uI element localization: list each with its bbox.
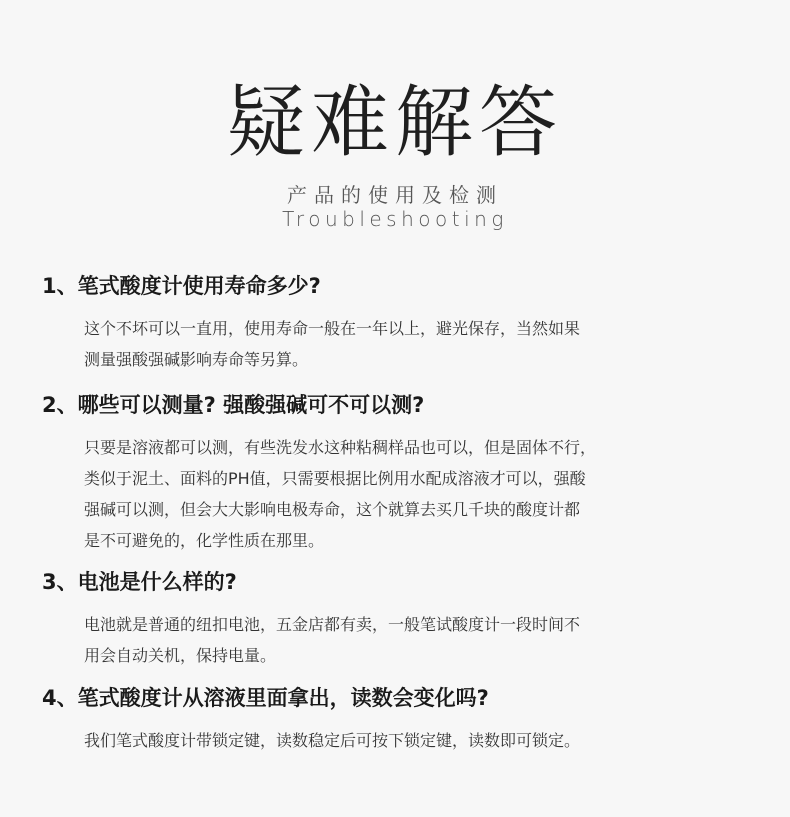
faq-question: 3、电池是什么样的? [42, 570, 237, 594]
answer-line: 用会自动关机，保持电量。 [84, 646, 277, 665]
answer-line: 强碱可以测，但会大大影响电极寿命，这个就算去买几千块的酸度计都 [84, 500, 581, 519]
faq-question: 1、笔式酸度计使用寿命多少? [42, 274, 321, 298]
answer-line: 测量强酸强碱影响寿命等另算。 [84, 350, 309, 369]
subtitle-english: Troubleshooting [282, 207, 508, 231]
faq-item-3 [42, 567, 762, 671]
answer-line: 是不可避免的，化学性质在那里。 [84, 531, 325, 550]
page-title: 疑难解答 [226, 78, 563, 168]
faq-question: 4、笔式酸度计从溶液里面拿出，读数会变化吗? [42, 686, 489, 710]
answer-line: 这个不坏可以一直用，使用寿命一般在一年以上，避光保存，当然如果 [84, 319, 581, 338]
answer-line: 我们笔式酸度计带锁定键，读数稳定后可按下锁定键，读数即可锁定。 [84, 731, 581, 750]
faq-question: 2、哪些可以测量? 强酸强碱可不可以测? [42, 393, 425, 417]
faq-answer [84, 432, 724, 556]
subtitle-chinese: 产品的使用及检测 [287, 183, 503, 207]
faq-item-4 [42, 683, 762, 756]
answer-line: 类似于泥土、面料的PH值，只需要根据比例用水配成溶液才可以，强酸 [84, 469, 586, 488]
answer-line: 电池就是普通的纽扣电池，五金店都有卖，一般笔试酸度计一段时间不 [84, 615, 581, 634]
faq-answer [84, 725, 724, 756]
faq-item-1 [42, 271, 762, 375]
answer-line: 只要是溶液都可以测，有些洗发水这种粘稠样品也可以，但是固体不行， [84, 438, 597, 457]
faq-item-2 [42, 390, 762, 556]
faq-answer [84, 313, 724, 375]
faq-answer [84, 609, 724, 671]
